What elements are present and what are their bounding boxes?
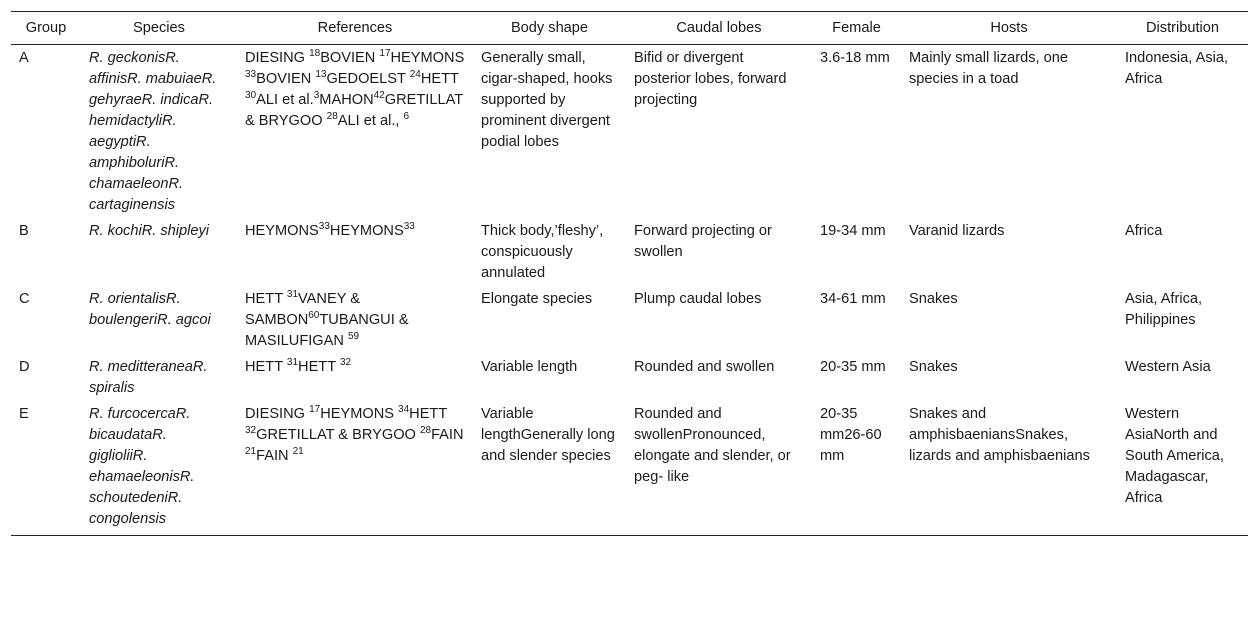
- header-female: Female: [812, 12, 901, 45]
- reference-text: HETT: [245, 359, 287, 375]
- reference-number: 33: [245, 69, 257, 81]
- reference-number: 24: [409, 69, 421, 81]
- reference-text: TUBANGUI & MASILUFIGAN: [245, 312, 409, 349]
- reference-text: FAIN: [431, 427, 464, 443]
- cell-hosts: Mainly small lizards, one species in a toad: [909, 50, 1068, 87]
- cell-group: A: [19, 50, 29, 66]
- cell-references: [237, 286, 473, 354]
- reference-number: 28: [419, 425, 432, 437]
- reference-text: ALI et al.,: [337, 113, 404, 129]
- cell-species: R. orientalisR. boulengeriR. agcoi: [89, 291, 211, 328]
- table-row: [11, 45, 1248, 219]
- cell-distribution: Western Asia: [1125, 359, 1211, 375]
- reference-text: HETT: [245, 291, 287, 307]
- reference-number: 3: [313, 90, 320, 102]
- cell-female: 19-34 mm: [820, 223, 886, 239]
- header-caudal-lobes: Caudal lobes: [626, 12, 812, 45]
- reference-text: ALI et al.: [256, 92, 314, 108]
- header-distribution: Distribution: [1117, 12, 1248, 45]
- cell-distribution: Western AsiaNorth and South America, Madagascar, Africa: [1117, 401, 1248, 536]
- reference-number: 32: [245, 425, 257, 437]
- cell-references: [237, 218, 473, 286]
- header-row: [11, 12, 1248, 45]
- cell-hosts: Snakes: [909, 291, 958, 307]
- reference-number: 13: [315, 69, 327, 81]
- reference-number: 6: [403, 111, 410, 123]
- cell-body-shape: Generally small, cigar-shaped, hooks supported by prominent divergent podial lobes: [481, 50, 613, 150]
- table-row: [11, 218, 1248, 286]
- cell-female: 20-35 mm26-60 mm: [812, 401, 901, 536]
- reference-text: MAHON: [319, 92, 374, 108]
- header-references: References: [237, 12, 473, 45]
- reference-number: 30: [245, 90, 257, 102]
- cell-hosts: Varanid lizards: [909, 223, 1005, 239]
- reference-number: 33: [318, 221, 330, 233]
- header-hosts: Hosts: [901, 12, 1117, 45]
- cell-references: [237, 401, 473, 536]
- reference-text: HEYMONS: [390, 50, 465, 66]
- reference-number: 17: [309, 404, 321, 416]
- reference-text: HETT: [409, 406, 447, 422]
- reference-number: 60: [308, 310, 320, 322]
- table-container: [11, 11, 1248, 536]
- cell-group: D: [19, 359, 30, 375]
- cell-body-shape: Variable lengthGenerally long and slender species: [473, 401, 626, 536]
- cell-body-shape: Variable length: [481, 359, 578, 375]
- cell-distribution: Asia, Africa, Philippines: [1125, 291, 1203, 328]
- cell-species: R. meditteraneaR. spiralis: [89, 359, 208, 396]
- cell-species: R. kochiR. shipleyi: [89, 223, 210, 239]
- reference-text: DIESING: [245, 406, 310, 422]
- cell-caudal-lobes: Rounded and swollen: [634, 359, 775, 375]
- header-body-shape: Body shape: [473, 12, 626, 45]
- table-row: [11, 354, 1248, 401]
- cell-caudal-lobes: Rounded and swollenPronounced, elongate and slender, or peg- like: [626, 401, 812, 536]
- reference-text: GEDOELST: [326, 71, 410, 87]
- cell-group: C: [19, 291, 30, 307]
- cell-distribution: Africa: [1125, 223, 1163, 239]
- cell-caudal-lobes: Plump caudal lobes: [634, 291, 762, 307]
- reference-number: 59: [347, 331, 360, 343]
- table-body: [11, 45, 1248, 536]
- cell-group: E: [11, 401, 81, 536]
- reference-number: 28: [326, 111, 338, 123]
- cell-body-shape: Thick body,’fleshy’, conspicuously annulated: [481, 223, 604, 281]
- table-row: [11, 401, 1248, 536]
- header-species: Species: [81, 12, 237, 45]
- cell-species: R. geckonisR. affinisR. mabuiaeR. gehyraeR. indicaR. hemidactyliR. aegyptiR. amphiboluriR. chamaeleonR. cartaginensis: [89, 50, 217, 213]
- table-row: [11, 286, 1248, 354]
- reference-text: BOVIEN: [320, 50, 380, 66]
- reference-number: 42: [373, 90, 385, 102]
- table-header: [11, 12, 1248, 45]
- cell-caudal-lobes: Bifid or divergent posterior lobes, forward projecting: [634, 50, 787, 108]
- reference-number: 31: [286, 289, 299, 301]
- reference-text: BOVIEN: [256, 71, 316, 87]
- reference-number: 21: [245, 446, 257, 458]
- reference-number: 17: [379, 48, 391, 60]
- cell-group: B: [19, 223, 29, 239]
- reference-number: 21: [292, 446, 304, 458]
- cell-female: 34-61 mm: [820, 291, 886, 307]
- data-table: [11, 11, 1248, 536]
- reference-text: DIESING: [245, 50, 310, 66]
- cell-references: [237, 45, 473, 219]
- reference-text: FAIN: [256, 448, 293, 464]
- reference-number: 34: [398, 404, 410, 416]
- reference-text: HETT: [298, 359, 340, 375]
- reference-number: 33: [403, 221, 415, 233]
- reference-number: 31: [286, 357, 299, 369]
- cell-species: R. furcocercaR. bicaudataR. giglioliiR. ehamaeleonisR. schoutedeniR. congolensis: [81, 401, 237, 536]
- cell-caudal-lobes: Forward projecting or swollen: [634, 223, 772, 260]
- reference-text: GRETILLAT & BRYGOO: [245, 92, 463, 129]
- cell-female: 20-35 mm: [820, 359, 886, 375]
- reference-text: HEYMONS: [245, 223, 319, 239]
- cell-hosts: Snakes and amphisbaeniansSnakes, lizards and amphisbaenians: [901, 401, 1117, 536]
- reference-number: 32: [339, 357, 352, 369]
- header-group: Group: [11, 12, 81, 45]
- reference-text: HEYMONS: [320, 406, 399, 422]
- cell-female: 3.6-18 mm: [820, 50, 890, 66]
- reference-text: GRETILLAT & BRYGOO: [256, 427, 420, 443]
- reference-text: HETT: [420, 71, 459, 87]
- reference-number: 18: [309, 48, 321, 60]
- cell-body-shape: Elongate species: [481, 291, 593, 307]
- reference-text: HEYMONS: [329, 223, 404, 239]
- cell-references: [237, 354, 473, 401]
- cell-distribution: Indonesia, Asia, Africa: [1125, 50, 1229, 87]
- reference-text: VANEY & SAMBON: [245, 291, 360, 328]
- cell-hosts: Snakes: [909, 359, 958, 375]
